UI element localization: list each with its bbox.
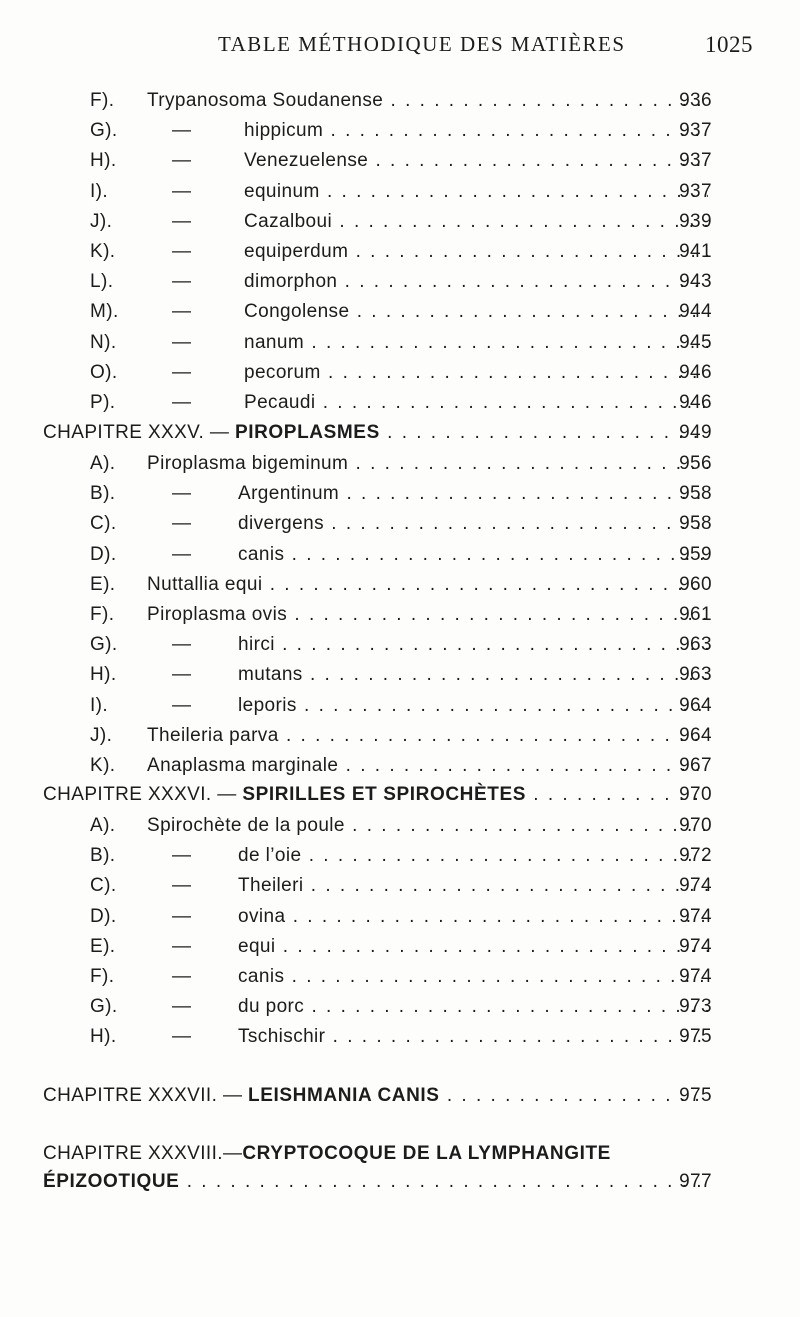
entry-letter: E).	[90, 935, 116, 957]
toc-entry	[0, 570, 800, 600]
entry-page: 944	[679, 301, 712, 323]
entry-page: 974	[679, 966, 712, 987]
ditto-dash: —	[172, 513, 192, 535]
entry-title	[244, 388, 708, 418]
entry-title	[244, 297, 708, 327]
toc-entry	[0, 962, 800, 992]
ditto-dash: —	[172, 301, 192, 323]
toc-entry	[0, 811, 800, 841]
entry-title	[244, 116, 708, 146]
entry-title-text: Piroplasma bigeminum	[147, 453, 349, 474]
entry-title-text: Theileria parva	[147, 724, 279, 746]
ditto-dash: —	[172, 241, 192, 262]
entry-letter: L).	[90, 271, 114, 293]
toc-entry	[0, 328, 800, 358]
entry-page: 958	[679, 513, 712, 535]
entry-title-text: Tschischir	[238, 1026, 326, 1048]
entry-letter: G).	[90, 120, 118, 142]
entry-page: 937	[679, 120, 712, 142]
entry-letter: F).	[90, 966, 115, 987]
entry-letter: G).	[90, 634, 118, 656]
entry-title-text: ovina	[238, 905, 286, 927]
chapter-heading-continued	[0, 1167, 800, 1197]
entry-letter: B).	[90, 483, 116, 505]
entry-letter: J).	[90, 210, 113, 232]
entry-title-text: du porc	[238, 996, 305, 1018]
entry-page: 941	[679, 241, 712, 262]
entry-page: 974	[679, 935, 712, 957]
entry-page: 956	[679, 453, 712, 474]
ditto-dash: —	[172, 180, 192, 202]
ditto-dash: —	[172, 935, 192, 957]
chapter-subject-continued: ÉPIZOOTIQUE	[43, 1171, 180, 1192]
entry-title	[238, 1022, 708, 1052]
chapter-page: 977	[679, 1171, 712, 1192]
toc-entry	[0, 267, 800, 297]
toc-entry	[0, 660, 800, 690]
entry-title	[238, 691, 708, 721]
toc-entry	[0, 871, 800, 901]
chapter-number: CHAPITRE XXXVII. —	[43, 1085, 243, 1106]
chapter-heading	[0, 1081, 800, 1111]
entry-page: 963	[679, 664, 712, 686]
entry-letter: K).	[90, 241, 116, 262]
entry-letter: D).	[90, 905, 117, 927]
toc-entry	[0, 116, 800, 146]
entry-letter: A).	[90, 815, 116, 836]
entry-page: 963	[679, 634, 712, 656]
entry-title	[238, 871, 708, 901]
entry-title-text: equi	[238, 935, 276, 957]
toc-entry	[0, 721, 800, 751]
entry-page: 960	[679, 573, 712, 595]
entry-letter: D).	[90, 543, 117, 565]
entry-letter: E).	[90, 573, 116, 595]
toc-entry	[0, 358, 800, 388]
toc-entry	[0, 388, 800, 418]
ditto-dash: —	[172, 996, 192, 1018]
entry-letter: C).	[90, 875, 117, 897]
entry-title	[244, 177, 708, 207]
toc-entry	[0, 207, 800, 237]
entry-title	[244, 237, 708, 267]
entry-page: 937	[679, 150, 712, 172]
toc-entry	[0, 630, 800, 660]
entry-page: 974	[679, 875, 712, 897]
ditto-dash: —	[172, 392, 192, 413]
entry-page: 946	[679, 361, 712, 383]
entry-letter: N).	[90, 331, 117, 353]
entry-title	[244, 146, 708, 176]
entry-title-text: nanum	[244, 331, 305, 353]
entry-title	[147, 751, 708, 781]
entry-title	[238, 660, 708, 690]
entry-title	[238, 902, 708, 932]
entry-title	[238, 932, 708, 962]
entry-title	[238, 962, 708, 992]
chapter-page: 949	[679, 422, 712, 443]
chapter-number: CHAPITRE XXXVI. —	[43, 784, 237, 805]
page-number: 1025	[705, 32, 753, 57]
chapter-title	[43, 780, 708, 810]
ditto-dash: —	[172, 543, 192, 565]
entry-letter: A).	[90, 453, 116, 474]
toc-entry	[0, 841, 800, 871]
entry-letter: P).	[90, 392, 116, 413]
ditto-dash: —	[172, 875, 192, 897]
entry-letter: F).	[90, 90, 115, 111]
entry-title	[147, 86, 708, 116]
chapter-heading	[43, 1139, 723, 1169]
chapter-number: CHAPITRE XXXVIII.—	[43, 1143, 243, 1164]
entry-letter: G).	[90, 996, 118, 1018]
entry-title-text: Pecaudi	[244, 392, 316, 413]
chapter-subject: SPIRILLES ET SPIROCHÈTES	[242, 784, 526, 805]
entry-title-text: canis	[238, 543, 285, 565]
toc-entry	[0, 479, 800, 509]
ditto-dash: —	[172, 331, 192, 353]
entry-page: 973	[679, 996, 712, 1018]
toc-entry	[0, 902, 800, 932]
entry-title-text: Nuttallia equi	[147, 573, 263, 595]
ditto-dash: —	[172, 966, 192, 987]
chapter-page: 975	[679, 1085, 712, 1106]
toc-entry	[0, 540, 800, 570]
chapter-subject: LEISHMANIA CANIS	[248, 1085, 440, 1106]
entry-page: 959	[679, 543, 712, 565]
entry-title-text: dimorphon	[244, 271, 338, 293]
entry-page: 936	[679, 90, 712, 111]
entry-title-text: mutans	[238, 664, 303, 686]
ditto-dash: —	[172, 664, 192, 686]
ditto-dash: —	[172, 694, 192, 716]
entry-page: 975	[679, 1026, 712, 1048]
entry-page: 970	[679, 815, 712, 836]
toc-entry	[0, 449, 800, 479]
entry-title	[147, 721, 708, 751]
ditto-dash: —	[172, 361, 192, 383]
entry-page: 958	[679, 483, 712, 505]
entry-title	[244, 267, 708, 297]
entry-title	[147, 811, 708, 841]
entry-title-text: Trypanosoma Soudanense	[147, 90, 384, 111]
chapter-subject: PIROPLASMES	[234, 422, 380, 443]
entry-title-text: Congolense	[244, 301, 350, 323]
entry-page: 964	[679, 724, 712, 746]
entry-title-text: canis	[238, 966, 285, 987]
entry-title	[238, 992, 708, 1022]
entry-title	[244, 358, 708, 388]
entry-letter: O).	[90, 361, 118, 383]
toc-entry	[0, 691, 800, 721]
toc-entry	[0, 237, 800, 267]
toc-entry	[0, 509, 800, 539]
ditto-dash: —	[172, 120, 192, 142]
entry-title	[244, 207, 708, 237]
ditto-dash: —	[172, 905, 192, 927]
entry-title-text: hippicum	[244, 120, 324, 142]
ditto-dash: —	[172, 271, 192, 293]
entry-page: 967	[679, 755, 712, 776]
ditto-dash: —	[172, 1026, 192, 1048]
entry-title-text: Cazalboui	[244, 210, 333, 232]
entry-letter: C).	[90, 513, 117, 535]
toc-entry	[0, 1022, 800, 1052]
entry-title	[238, 841, 708, 871]
entry-title-text: equinum	[244, 180, 320, 202]
toc-entry	[0, 146, 800, 176]
entry-title	[238, 630, 708, 660]
entry-title-text: Argentinum	[238, 483, 340, 505]
entry-title	[238, 540, 708, 570]
entry-title-text: Piroplasma ovis	[147, 604, 288, 625]
entry-title-text: Venezuelense	[244, 150, 369, 172]
entry-letter: J).	[90, 724, 113, 746]
ditto-dash: —	[172, 634, 192, 656]
toc-entry	[0, 297, 800, 327]
page-header	[0, 32, 800, 62]
chapter-heading	[0, 418, 800, 448]
entry-page: 946	[679, 392, 712, 413]
toc-entry	[0, 86, 800, 116]
entry-title-text: Anaplasma marginale	[147, 755, 339, 776]
entry-title-text: divergens	[238, 513, 324, 535]
entry-title-text: pecorum	[244, 361, 321, 383]
entry-letter: H).	[90, 664, 117, 686]
entry-page: 964	[679, 694, 712, 716]
entry-title	[147, 570, 708, 600]
entry-page: 937	[679, 180, 712, 202]
running-title: TABLE MÉTHODIQUE DES MATIÈRES	[218, 32, 626, 56]
entry-letter: B).	[90, 845, 116, 867]
chapter-title	[43, 1167, 708, 1197]
entry-letter: H).	[90, 150, 117, 172]
entry-title	[147, 449, 708, 479]
chapter-heading	[0, 780, 800, 810]
entry-page: 972	[679, 845, 712, 867]
entry-title	[238, 509, 708, 539]
entry-letter: K).	[90, 755, 116, 776]
ditto-dash: —	[172, 210, 192, 232]
ditto-dash: —	[172, 150, 192, 172]
entry-page: 974	[679, 905, 712, 927]
chapter-page: 970	[679, 784, 712, 805]
toc-entry	[0, 600, 800, 630]
entry-page: 943	[679, 271, 712, 293]
entry-title-text: equiperdum	[244, 241, 349, 262]
ditto-dash: —	[172, 483, 192, 505]
entry-page: 939	[679, 210, 712, 232]
toc-entry	[0, 932, 800, 962]
chapter-number: CHAPITRE XXXV. —	[43, 422, 230, 443]
entry-title-text: Spirochète de la poule	[147, 815, 345, 836]
toc-entry	[0, 992, 800, 1022]
entry-letter: I).	[90, 694, 109, 716]
entry-title	[238, 479, 708, 509]
chapter-title	[43, 1081, 708, 1111]
entry-page: 961	[679, 604, 712, 625]
entry-title	[147, 600, 708, 630]
entry-page: 945	[679, 331, 712, 353]
entry-letter: M).	[90, 301, 119, 323]
entry-title-text: Theileri	[238, 875, 304, 897]
entry-title-text: leporis	[238, 694, 297, 716]
entry-letter: H).	[90, 1026, 117, 1048]
entry-letter: I).	[90, 180, 109, 202]
chapter-title	[43, 418, 708, 448]
entry-title-text: hirci	[238, 634, 275, 656]
ditto-dash: —	[172, 845, 192, 867]
entry-title-text: de l’oie	[238, 845, 302, 867]
toc-entry	[0, 177, 800, 207]
entry-title	[244, 328, 708, 358]
toc-entry	[0, 751, 800, 781]
chapter-subject: CRYPTOCOQUE DE LA LYMPHANGITE	[242, 1143, 611, 1164]
entry-letter: F).	[90, 604, 115, 625]
